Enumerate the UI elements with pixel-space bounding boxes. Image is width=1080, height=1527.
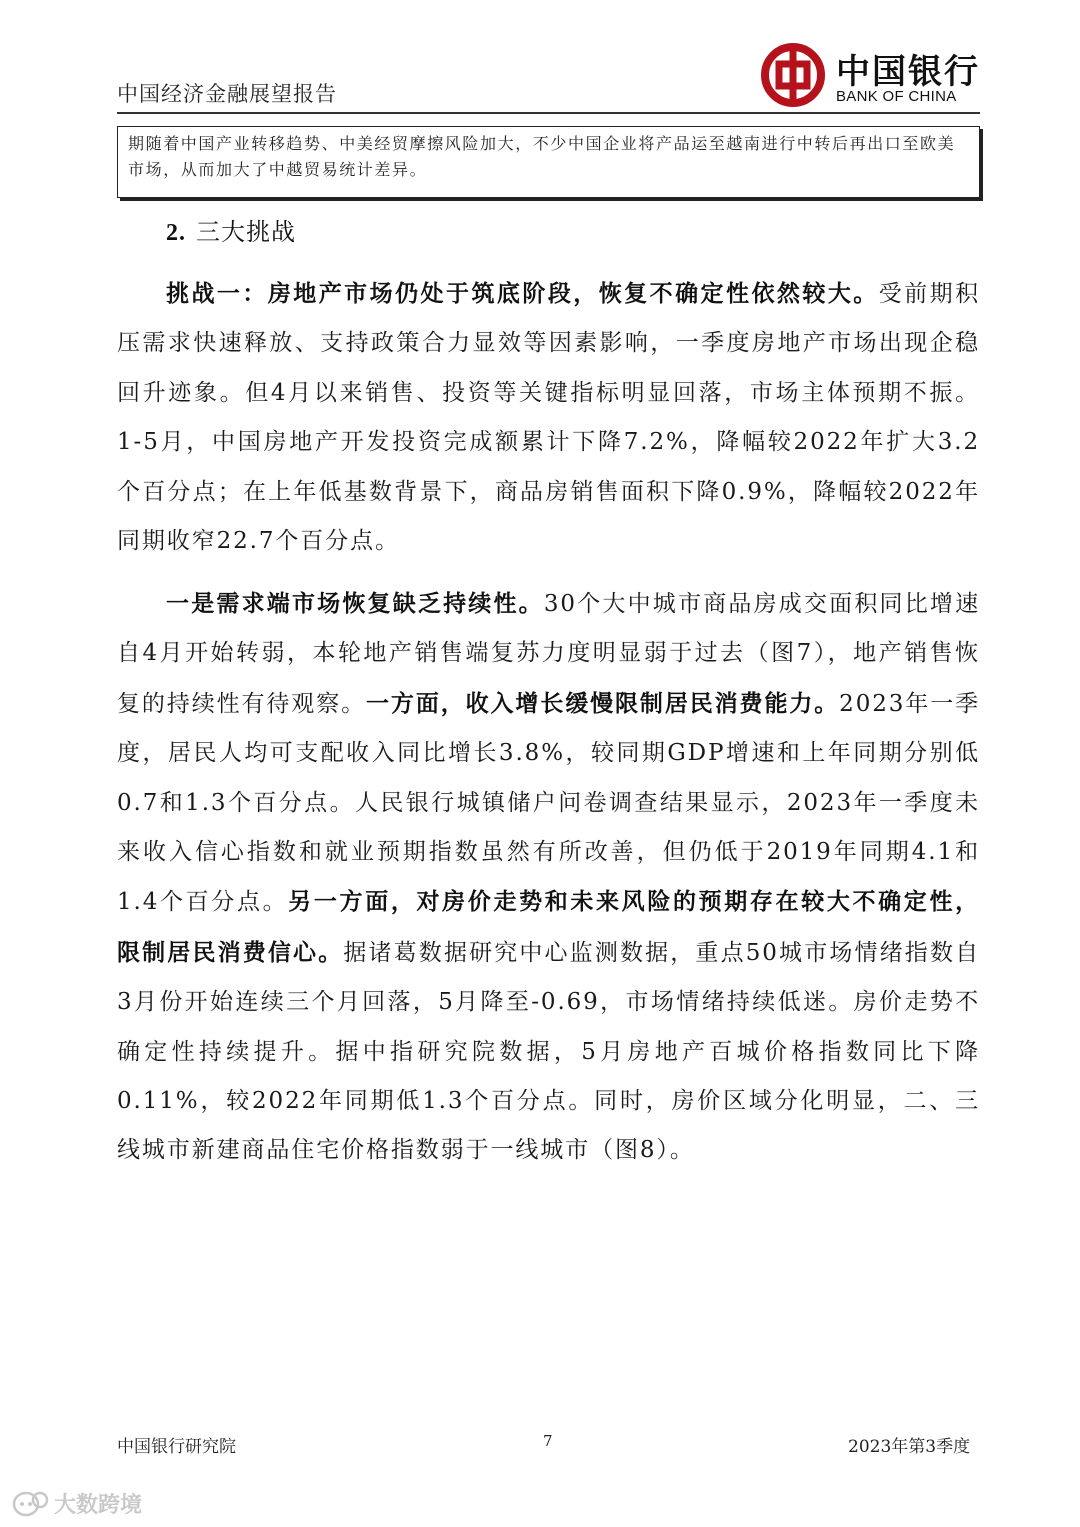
logo-chinese-name: 中国银行 xyxy=(836,52,980,92)
footer-period: 2023年第3季度 xyxy=(848,1437,971,1457)
page-number: 7 xyxy=(543,1432,553,1450)
paragraph-body: 受前期积压需求快速释放、支持政策合力显效等因素影响，一季度房地产市场出现企稳回升迹象。但4月以来销售、投资等关键指标明显回落，市场主体预期不振。1-5月，中国房地产开发投资完成额累计下降7.2%，降幅较2022年扩大3.2个百分点；在上年低基数背景下，商品房销售面积下降0.9%，降幅较2022年同期收窄22.7个百分点。 xyxy=(117,281,980,555)
paragraph-body: 据诸葛数据研究中心监测数据，重点50城市场情绪指数自3月份开始连续三个月回落，5月降至-0.69，市场情绪持续低迷。房价走势不确定性持续提升。据中指研究院数据，5月房地产百城价格指数同比下降0.11%，较2022年同期低1.3个百分点。同时，房价区域分化明显，二、三线城市新建商品住宅价格指数弱于一线城市（图8）。 xyxy=(117,939,980,1164)
paragraph-demand-side xyxy=(117,579,980,1176)
section-title: 三大挑战 xyxy=(196,218,296,246)
footer-institute: 中国银行研究院 xyxy=(117,1437,236,1457)
paragraph-challenge-one xyxy=(117,269,980,566)
paragraph-body: 2023年一季度，居民人均可支配收入同比增长3.8%，较同期GDP增速和上年同期分别低0.7和1.3个百分点。人民银行城镇储户问卷调查结果显示，2023年一季度未来收入信心指数和就业预期指数虽然有所改善，但仍低于2019年同期4.1和1.4个百分点。 xyxy=(117,690,980,916)
logo-english-name: BANK OF CHINA xyxy=(836,88,957,105)
paragraph-bold-lead: 挑战一：房地产市场仍处于筑底阶段，恢复不确定性依然较大。 xyxy=(166,280,879,307)
paragraph-body: 30个大中城市商品房成交面积同比增速自4月开始转弱，本轮地产销售端复苏力度明显弱于过去（图7），地产销售恢复的持续性有待观察。 xyxy=(117,591,981,717)
paragraph-bold-lead: 一是需求端市场恢复缺乏持续性。 xyxy=(166,590,544,617)
bank-logo xyxy=(760,42,980,108)
paragraph-bold-point: 另一方面，对房价走势和未来风险的预期存在较大不确定性，限制居民消费信心。 xyxy=(117,888,980,966)
report-title: 中国经济金融展望报告 xyxy=(117,82,337,106)
bank-of-china-logo-icon xyxy=(760,42,826,108)
header-divider xyxy=(117,112,980,114)
section-heading xyxy=(166,212,296,247)
watermark-bubble-icon xyxy=(10,1490,50,1518)
note-box-text: 期随着中国产业转移趋势、中美经贸摩擦风险加大，不少中国企业将产品运至越南进行中转后再出口至欧美市场，从而加大了中越贸易统计差异。 xyxy=(128,134,956,179)
watermark xyxy=(10,1488,142,1519)
paragraph-bold-point: 一方面，收入增长缓慢限制居民消费能力。 xyxy=(366,689,840,717)
note-box xyxy=(117,126,980,198)
watermark-text: 大数跨境 xyxy=(54,1492,143,1517)
section-number: 2. xyxy=(166,220,186,246)
